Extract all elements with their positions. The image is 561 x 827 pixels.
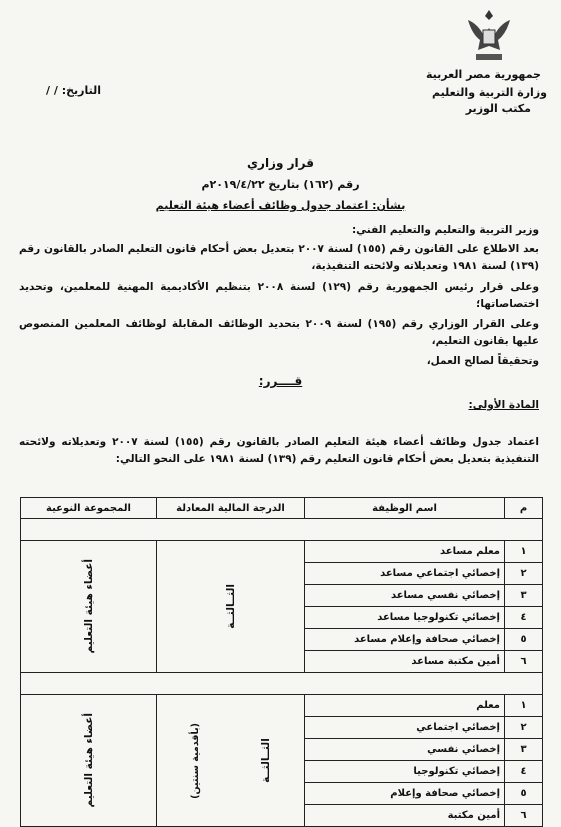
office-name: مكتب الوزير [465, 102, 531, 115]
header-grade: الدرجة المالية المعادلة [157, 498, 305, 519]
group1-group: أعضاء هيئة التعليم [82, 559, 95, 654]
group2-group-cell [21, 695, 157, 827]
row-job: إخصائي نفسي مساعد [305, 585, 505, 607]
row-job: إخصائي صحافة وإعلام [305, 783, 505, 805]
row-num: ٥ [505, 783, 543, 805]
row-num: ٥ [505, 629, 543, 651]
group2-grade: الثــالثــة [259, 738, 272, 783]
header-num: م [505, 498, 543, 519]
date-field: التاريخ: / / [46, 84, 102, 97]
article-1-text: اعتماد جدول وظائف أعضاء هيئة التعليم الصادر بالقانون رقم (١٥٥) لسنة ٢٠٠٧ وتعديلاته ولائحته التنفيذية بتعديل بعض أحكام قانون التعليم رقم (١٣٩) لسنة ١٩٨١ على النحو التالي: [19, 436, 539, 465]
decree-number: رقم (١٦٢) بتاريخ ٢٠١٩/٤/٢٢م [201, 178, 360, 191]
table-header-row [21, 498, 543, 519]
row-job: إخصائي نفسي [305, 739, 505, 761]
republic-name: جمهورية مصر العربية [426, 68, 541, 81]
header-group: المجموعة النوعية [21, 498, 157, 519]
row-job: إخصائي اجتماعي [305, 717, 505, 739]
row-job: أمين مكتبة مساعد [305, 651, 505, 673]
group2-grade-cell [157, 695, 305, 827]
preamble-2: وعلى قرار رئيس الجمهورية رقم (١٢٩) لسنة ٢٠٠٨ بتنظيم الأكاديمية المهنية للمعلمين، وتحديد اختصاصاتها؛ [19, 281, 539, 310]
row-job: إخصائي صحافة وإعلام مساعد [305, 629, 505, 651]
table-row [21, 541, 543, 563]
decides-heading: قــــرر: [258, 374, 303, 388]
row-num: ١ [505, 695, 543, 717]
row-job: معلم مساعد [305, 541, 505, 563]
row-num: ٣ [505, 585, 543, 607]
row-num: ٢ [505, 563, 543, 585]
minister-line: وزير التربية والتعليم والتعليم الفني: [351, 224, 539, 236]
row-job: إخصائي اجتماعي مساعد [305, 563, 505, 585]
preamble-4: وتحقيقاً لصالح العمل، [426, 355, 539, 367]
row-num: ٣ [505, 739, 543, 761]
row-job: معلم [305, 695, 505, 717]
row-num: ٤ [505, 761, 543, 783]
row-job: أمين مكتبة [305, 805, 505, 827]
header-job: اسم الوظيفة [305, 498, 505, 519]
group2-grade-note: (بأقدمية سنتين) [189, 722, 201, 799]
group1-grade-cell [157, 541, 305, 673]
jobs-table [20, 497, 543, 827]
row-num: ١ [505, 541, 543, 563]
eagle-emblem-icon [462, 6, 516, 64]
row-job: إخصائي تكنولوجيا [305, 761, 505, 783]
group1-group-cell [21, 541, 157, 673]
decree-subject: بشأن: اعتماد جدول وظائف أعضاء هيئة التعليم [155, 199, 406, 212]
preamble-3: وعلى القرار الوزاري رقم (١٩٥) لسنة ٢٠٠٩ بتحديد الوظائف المقابلة لوظائف المعلمين المنصوص عليها بقانون التعليم، [19, 318, 539, 347]
group1-grade: الثــالثــة [224, 584, 237, 629]
row-job: إخصائي تكنولوجيا مساعد [305, 607, 505, 629]
table-row [21, 695, 543, 717]
row-num: ٦ [505, 651, 543, 673]
ministry-name: وزارة التربية والتعليم [432, 86, 547, 99]
row-num: ٢ [505, 717, 543, 739]
article-1-title: المادة الأولى: [468, 399, 539, 411]
preamble-1: بعد الاطلاع على القانون رقم (١٥٥) لسنة ٢٠٠٧ بتعديل بعض أحكام قانون التعليم الصادر بالقانون رقم (١٣٩) لسنة ١٩٨١ وتعديلاته ولائحته التنفيذية، [19, 243, 539, 272]
row-num: ٤ [505, 607, 543, 629]
decree-title: قرار وزاري [247, 156, 314, 170]
row-num: ٦ [505, 805, 543, 827]
group2-group: أعضاء هيئة التعليم [82, 713, 95, 808]
